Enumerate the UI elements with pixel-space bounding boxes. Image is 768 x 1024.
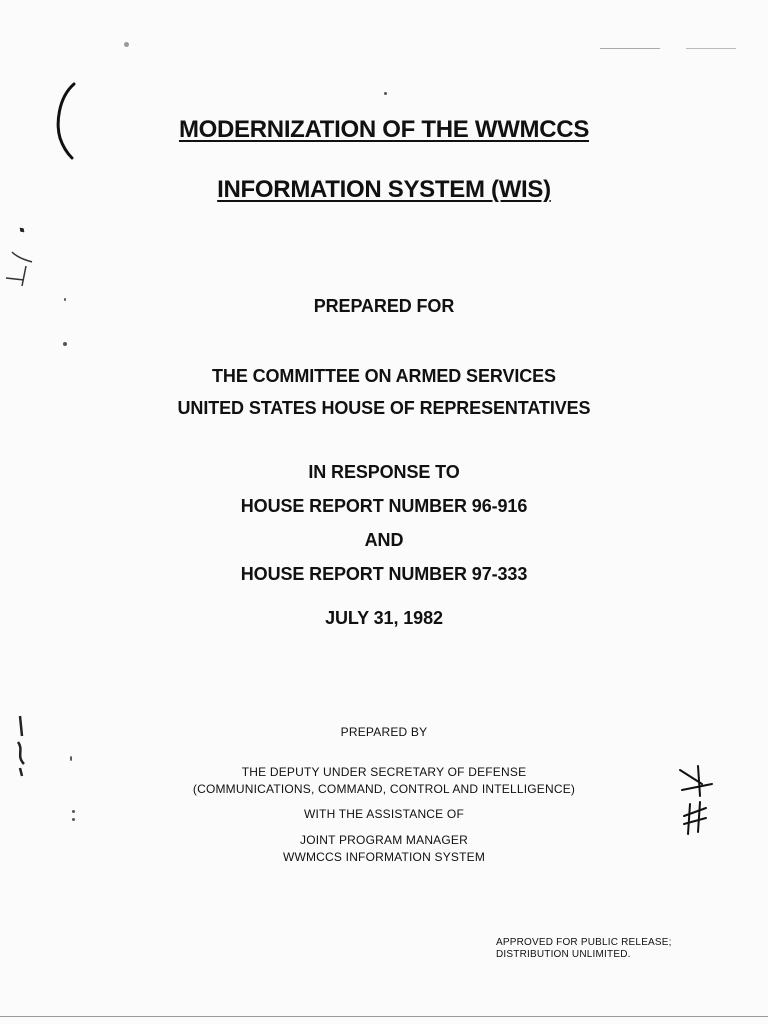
scan-speck bbox=[70, 756, 72, 761]
jpm-line-2: WWMCCS INFORMATION SYSTEM bbox=[282, 850, 486, 864]
deputy-line-1: THE DEPUTY UNDER SECRETARY OF DEFENSE bbox=[241, 765, 527, 779]
document-title-line-2: INFORMATION SYSTEM (WIS) bbox=[217, 176, 551, 203]
house-report-2: HOUSE REPORT NUMBER 97-333 bbox=[240, 564, 528, 584]
response-label: IN RESPONSE TO bbox=[308, 462, 460, 482]
deputy-line-2: (COMMUNICATIONS, COMMAND, CONTROL AND INTELLIGENCE) bbox=[192, 782, 576, 796]
committee-line-2: UNITED STATES HOUSE OF REPRESENTATIVES bbox=[177, 398, 591, 418]
scan-speck bbox=[384, 92, 387, 95]
and-label: AND bbox=[364, 530, 404, 550]
scan-speck bbox=[124, 42, 129, 47]
bottom-edge-line bbox=[0, 1016, 768, 1017]
scan-speck bbox=[63, 342, 67, 346]
scan-speck bbox=[686, 48, 736, 49]
release-line-1: APPROVED FOR PUBLIC RELEASE; bbox=[496, 937, 672, 948]
assistance-label: WITH THE ASSISTANCE OF bbox=[304, 807, 464, 821]
jpm-line-1: JOINT PROGRAM MANAGER bbox=[300, 833, 468, 847]
document-title-line-1: MODERNIZATION OF THE WWMCCS bbox=[178, 116, 590, 143]
release-line-2: DISTRIBUTION UNLIMITED. bbox=[496, 949, 631, 960]
house-report-1: HOUSE REPORT NUMBER 96-916 bbox=[240, 496, 528, 516]
prepared-for-label: PREPARED FOR bbox=[313, 296, 455, 316]
scan-speck bbox=[600, 48, 660, 49]
prepared-by-label: PREPARED BY bbox=[340, 725, 428, 739]
committee-line-1: THE COMMITTEE ON ARMED SERVICES bbox=[212, 366, 556, 386]
report-date: JULY 31, 1982 bbox=[325, 608, 443, 628]
scan-artifact-left-top bbox=[2, 222, 38, 292]
